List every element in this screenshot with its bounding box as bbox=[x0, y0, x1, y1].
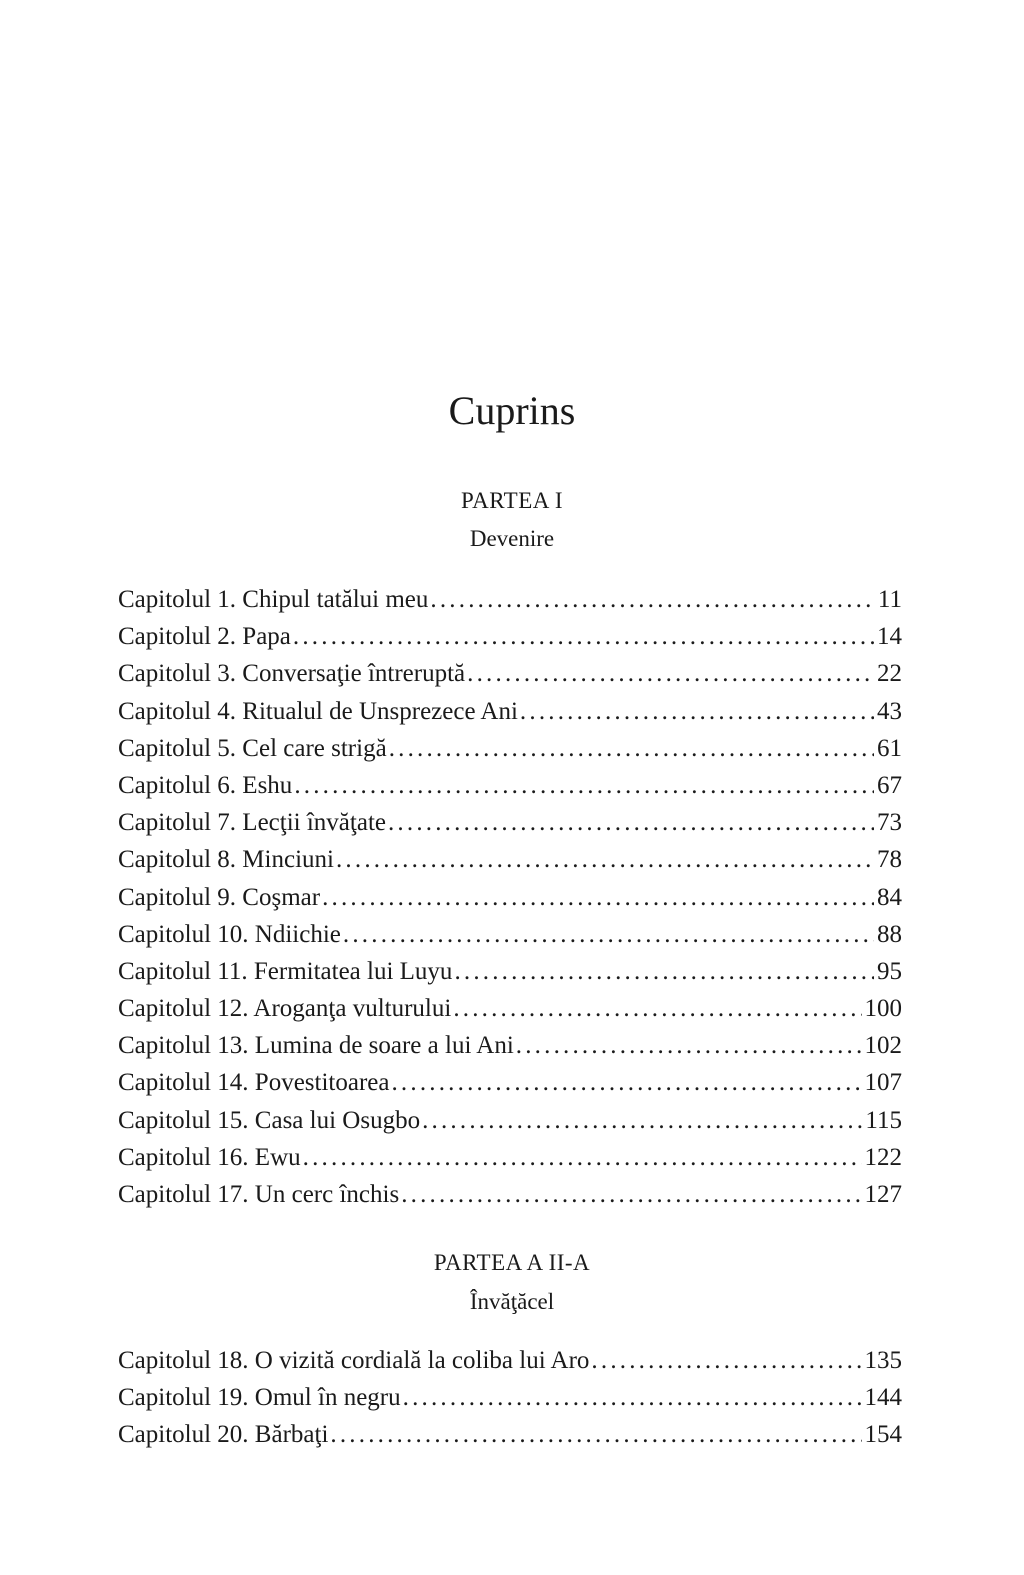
toc-entry bbox=[118, 1064, 902, 1101]
toc-entry bbox=[118, 1416, 902, 1453]
dot-leader bbox=[389, 730, 874, 767]
chapter-title: Capitolul 8. Minciuni bbox=[118, 846, 334, 874]
page-number: 84 bbox=[877, 883, 902, 911]
dot-leader bbox=[391, 1064, 861, 1101]
toc-entry bbox=[118, 804, 902, 841]
toc-entry bbox=[118, 693, 902, 730]
page-number: 88 bbox=[877, 920, 902, 948]
dot-leader bbox=[520, 693, 874, 730]
chapter-title: Capitolul 20. Bărbaţi bbox=[118, 1421, 329, 1449]
toc-entry bbox=[118, 879, 902, 916]
chapter-title: Capitolul 13. Lumina de soare a lui Ani bbox=[118, 1032, 514, 1060]
dot-leader bbox=[303, 1139, 862, 1176]
toc-entry bbox=[118, 953, 902, 990]
dot-leader bbox=[330, 1416, 861, 1453]
chapter-title: Capitolul 12. Aroganţa vulturului bbox=[118, 995, 452, 1023]
part-heading: PARTEA A II-A bbox=[433, 1250, 591, 1275]
chapter-title: Capitolul 19. Omul în negru bbox=[118, 1384, 401, 1412]
toc-entry bbox=[118, 1379, 902, 1416]
page-number: 100 bbox=[864, 995, 902, 1023]
toc-entry bbox=[118, 1027, 902, 1064]
toc-entry bbox=[118, 581, 902, 618]
dot-leader bbox=[422, 1102, 862, 1139]
page-number: 127 bbox=[864, 1181, 902, 1208]
page-title: Cuprins bbox=[448, 388, 576, 433]
page-number: 14 bbox=[877, 623, 902, 651]
chapter-title: Capitolul 7. Lecţii învăţate bbox=[118, 809, 386, 837]
part-subtitle: Învăţăcel bbox=[469, 1289, 555, 1314]
chapter-title: Capitolul 17. Un cerc închis bbox=[118, 1181, 400, 1208]
chapter-title: Capitolul 18. O vizită cordială la coliba lui Aro bbox=[118, 1347, 590, 1374]
toc-entry bbox=[118, 618, 902, 655]
page-number: 43 bbox=[877, 697, 902, 725]
page-number: 122 bbox=[864, 1143, 902, 1171]
toc-list-part-1 bbox=[118, 581, 902, 1213]
toc-entry bbox=[118, 1102, 902, 1139]
page-number: 102 bbox=[864, 1032, 902, 1060]
page-number: 154 bbox=[864, 1421, 902, 1449]
toc-entry bbox=[118, 990, 902, 1027]
dot-leader bbox=[293, 618, 874, 655]
page-number: 22 bbox=[877, 660, 902, 688]
toc-entry bbox=[118, 730, 902, 767]
chapter-title: Capitolul 15. Casa lui Osugbo bbox=[118, 1106, 421, 1134]
chapter-title: Capitolul 11. Fermitatea lui Luyu bbox=[118, 957, 453, 985]
dot-leader bbox=[454, 953, 874, 990]
toc-entry bbox=[118, 841, 902, 878]
page-number: 115 bbox=[865, 1106, 902, 1134]
chapter-title: Capitolul 9. Coşmar bbox=[118, 883, 321, 911]
chapter-title: Capitolul 3. Conversaţie întreruptă bbox=[118, 660, 466, 688]
toc-entry bbox=[118, 1342, 902, 1379]
chapter-title: Capitolul 4. Ritualul de Unsprezece Ani bbox=[118, 697, 518, 725]
chapter-title: Capitolul 6. Eshu bbox=[118, 771, 293, 799]
dot-leader bbox=[336, 841, 874, 878]
toc-entry bbox=[118, 1139, 902, 1176]
dot-leader bbox=[453, 990, 861, 1027]
dot-leader bbox=[403, 1379, 862, 1416]
part-heading: PARTEA I bbox=[460, 488, 564, 513]
part-subtitle: Devenire bbox=[469, 526, 555, 551]
chapter-title: Capitolul 14. Povestitoarea bbox=[118, 1069, 390, 1097]
chapter-title: Capitolul 10. Ndiichie bbox=[118, 920, 341, 948]
page-number: 11 bbox=[877, 586, 902, 613]
chapter-title: Capitolul 1. Chipul tatălui meu bbox=[118, 586, 429, 613]
page-number: 95 bbox=[877, 957, 902, 985]
chapter-title: Capitolul 5. Cel care strigă bbox=[118, 734, 387, 762]
page-number: 78 bbox=[877, 846, 902, 874]
dot-leader bbox=[467, 655, 874, 692]
dot-leader bbox=[294, 767, 874, 804]
toc-entry bbox=[118, 1176, 902, 1213]
page-number: 67 bbox=[877, 771, 902, 799]
toc-entry bbox=[118, 655, 902, 692]
chapter-title: Capitolul 2. Papa bbox=[118, 623, 291, 651]
page-number: 73 bbox=[877, 809, 902, 837]
dot-leader bbox=[591, 1342, 861, 1379]
toc-list-part-2 bbox=[118, 1342, 902, 1454]
page-number: 61 bbox=[877, 734, 902, 762]
chapter-title: Capitolul 16. Ewu bbox=[118, 1143, 301, 1171]
toc-entry bbox=[118, 916, 902, 953]
dot-leader bbox=[322, 879, 874, 916]
page-number: 135 bbox=[864, 1347, 902, 1374]
page-number: 107 bbox=[864, 1069, 902, 1097]
dot-leader bbox=[388, 804, 874, 841]
dot-leader bbox=[343, 916, 874, 953]
toc-entry bbox=[118, 767, 902, 804]
dot-leader bbox=[401, 1176, 861, 1213]
dot-leader bbox=[516, 1027, 862, 1064]
dot-leader bbox=[430, 581, 875, 618]
page-number: 144 bbox=[864, 1384, 902, 1412]
